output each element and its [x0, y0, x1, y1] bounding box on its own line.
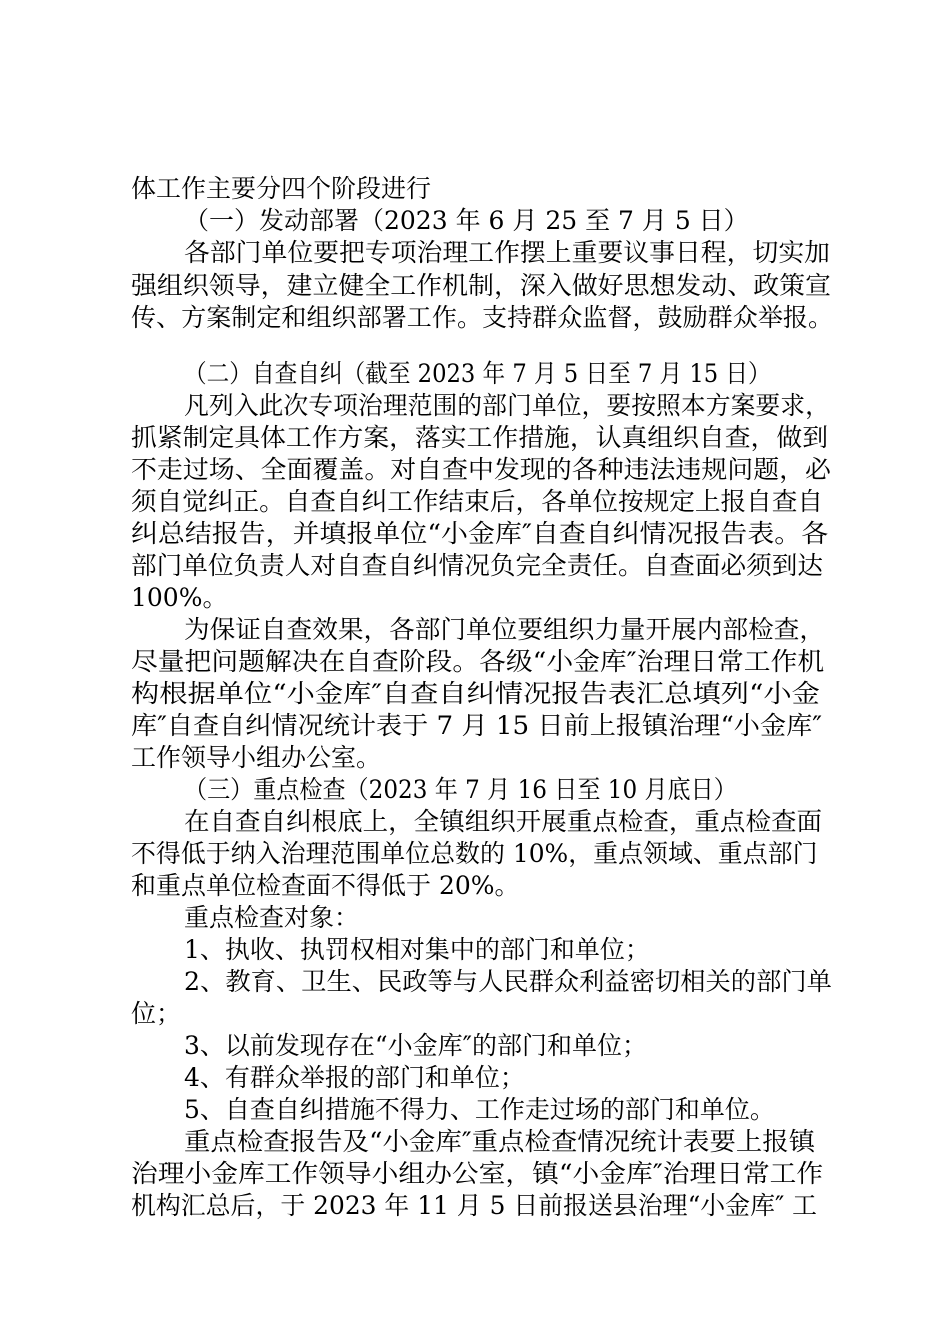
text-line: 100%。 — [131, 583, 228, 612]
text-line: 机构汇总后，于 2023 年 11 月 5 日前报送县治理“小金库″ 工 — [131, 1191, 818, 1220]
text-line: 治理小金库工作领导小组办公室，镇“小金库″治理日常工作 — [131, 1159, 824, 1188]
text-line: 在自查自纠根底上，全镇组织开展重点检查，重点检查面 — [184, 807, 823, 836]
text-line: 不走过场、全面覆盖。对自查中发现的各种违法违规问题，必 — [131, 455, 831, 484]
text-line: 纠总结报告，并填报单位“小金库″自查自纠情况报告表。各 — [131, 519, 829, 548]
text-line: 须自觉纠正。自查自纠工作结束后，各单位按规定上报自查自 — [131, 487, 824, 516]
text-line: 构根据单位“小金库″自查自纠情况报告表汇总填列“小金 — [131, 679, 820, 708]
text-line: 强组织领导，建立健全工作机制，深入做好思想发动、政策宣 — [131, 271, 831, 300]
list-heading: 重点检查对象： — [184, 903, 360, 932]
text-line: 尽量把问题解决在自查阶段。各级“小金库″治理日常工作机 — [131, 647, 825, 676]
text-line: 不得低于纳入治理范围单位总数的 10%，重点领域、重点部门 — [131, 839, 818, 868]
section-heading: （一）发动部署（2023 年 6 月 25 至 7 月 5 日） — [184, 206, 749, 235]
text-line: 抓紧制定具体工作方案，落实工作措施，认真组织自查，做到 — [131, 423, 829, 452]
list-item: 4、有群众举报的部门和单位； — [184, 1063, 525, 1092]
text-line: 部门单位负责人对自查自纠情况负完全责任。自查面必须到达 — [131, 551, 824, 580]
text-line: 凡列入此次专项治理范围的部门单位，要按照本方案要求， — [184, 391, 830, 420]
section-heading: （三）重点检查（2023 年 7 月 16 日至 10 月底日） — [184, 775, 737, 804]
text-line: 体工作主要分四个阶段进行 — [131, 174, 432, 203]
text-line: 工作领导小组办公室。 — [131, 743, 382, 772]
list-item: 1、执收、执罚权相对集中的部门和单位； — [184, 935, 650, 964]
text-line: 各部门单位要把专项治理工作摆上重要议事日程，切实加 — [184, 238, 831, 267]
text-line: 和重点单位检查面不得低于 20%。 — [131, 871, 520, 900]
list-item-continuation: 位； — [131, 999, 182, 1028]
section-heading: （二）自查自纠（截至 2023 年 7 月 5 日至 7 月 15 日） — [184, 359, 771, 388]
text-line: 传、方案制定和组织部署工作。支持群众监督，鼓励群众举报。 — [131, 303, 834, 332]
text-line: 为保证自查效果，各部门单位要组织力量开展内部检查， — [184, 615, 826, 644]
text-line: 库″自查自纠情况统计表于 7 月 15 日前上报镇治理“小金库″ — [131, 711, 822, 740]
list-item: 3、以前发现存在“小金库″的部门和单位； — [184, 1031, 648, 1060]
list-item: 5、自查自纠措施不得力、工作走过场的部门和单位。 — [184, 1095, 775, 1124]
text-line: 重点检查报告及“小金库″重点检查情况统计表要上报镇 — [184, 1127, 816, 1156]
list-item: 2、教育、卫生、民政等与人民群众利益密切相关的部门单 — [184, 967, 832, 996]
